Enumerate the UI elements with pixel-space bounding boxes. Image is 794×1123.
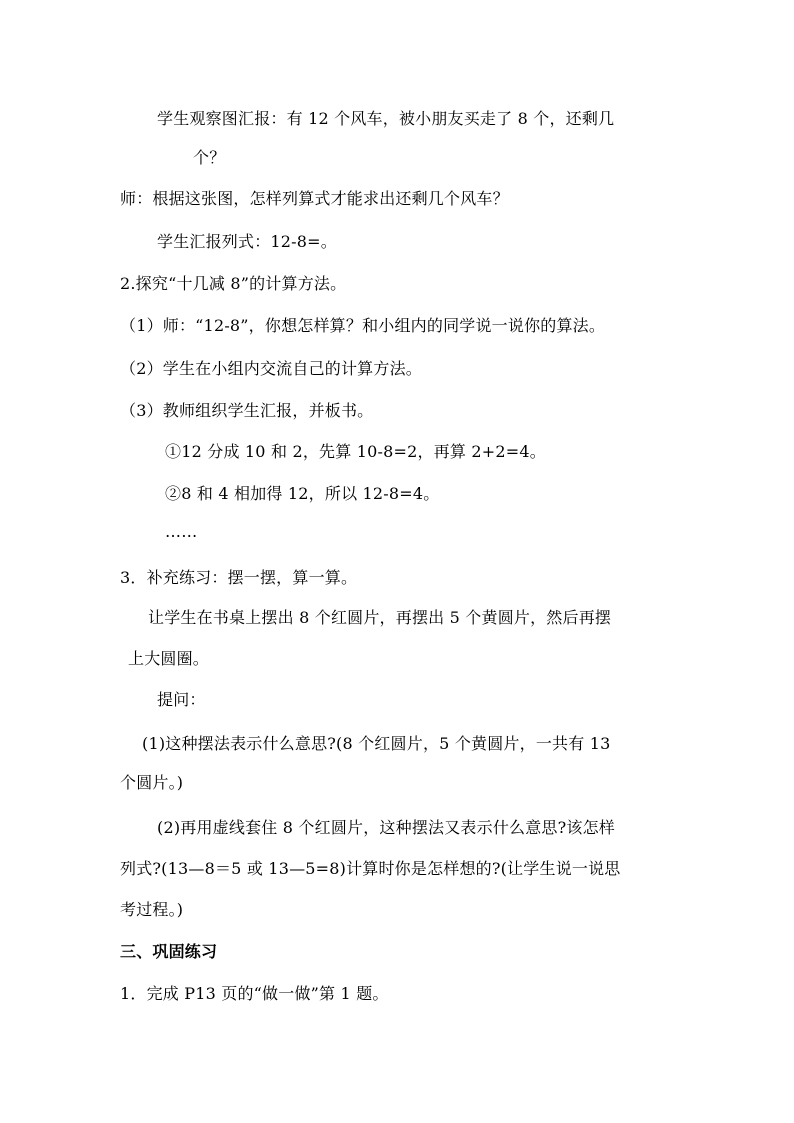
text-line-15: 提问： bbox=[157, 690, 206, 709]
text-line-4: 学生汇报列式：12-8=。 bbox=[157, 232, 337, 251]
text-line-3: 师：根据这张图，怎样列算式才能求出还剩几个风车？ bbox=[120, 189, 509, 208]
text-line-20: 考过程。) bbox=[120, 900, 184, 919]
text-line-1: 学生观察图汇报：有 12 个风车，被小朋友买走了 8 个，还剩几 bbox=[157, 109, 615, 128]
text-line-19: 列式?(13—8＝5 或 13—5=8)计算时你是怎样想的?(让学生说一说思 bbox=[120, 859, 621, 878]
text-line-14: 上大圆圈。 bbox=[128, 649, 210, 668]
text-line-17: 个圆片。) bbox=[120, 773, 184, 792]
section-heading: 三、巩固练习 bbox=[120, 942, 218, 961]
text-line-10: ②8 和 4 相加得 12，所以 12-8=4。 bbox=[165, 484, 440, 503]
text-line-16: (1)这种摆法表示什么意思?(8 个红圆片，5 个黄圆片，一共有 13 bbox=[142, 734, 611, 753]
text-line-8: （3）教师组织学生汇报，并板书。 bbox=[120, 401, 374, 420]
text-line-18: (2)再用虚线套住 8 个红圆片，这种摆法又表示什么意思?该怎样 bbox=[157, 818, 615, 837]
text-line-7: （2）学生在小组内交流自己的计算方法。 bbox=[120, 359, 422, 378]
text-line-12: 3．补充练习：摆一摆，算一算。 bbox=[120, 568, 358, 587]
text-line-13: 让学生在书桌上摆出 8 个红圆片，再摆出 5 个黄圆片，然后再摆 bbox=[148, 608, 612, 627]
text-line-9: ①12 分成 10 和 2，先算 10-8=2，再算 2+2=4。 bbox=[165, 442, 546, 461]
text-line-2: 个？ bbox=[193, 148, 226, 167]
ellipsis-line: …… bbox=[165, 522, 198, 541]
text-line-22: 1．完成 P13 页的“做一做”第 1 题。 bbox=[120, 984, 389, 1003]
text-line-5: 2.探究“十几减 8”的计算方法。 bbox=[120, 274, 347, 293]
text-line-6: （1）师：“12-8”，你想怎样算？和小组内的同学说一说你的算法。 bbox=[120, 316, 606, 335]
